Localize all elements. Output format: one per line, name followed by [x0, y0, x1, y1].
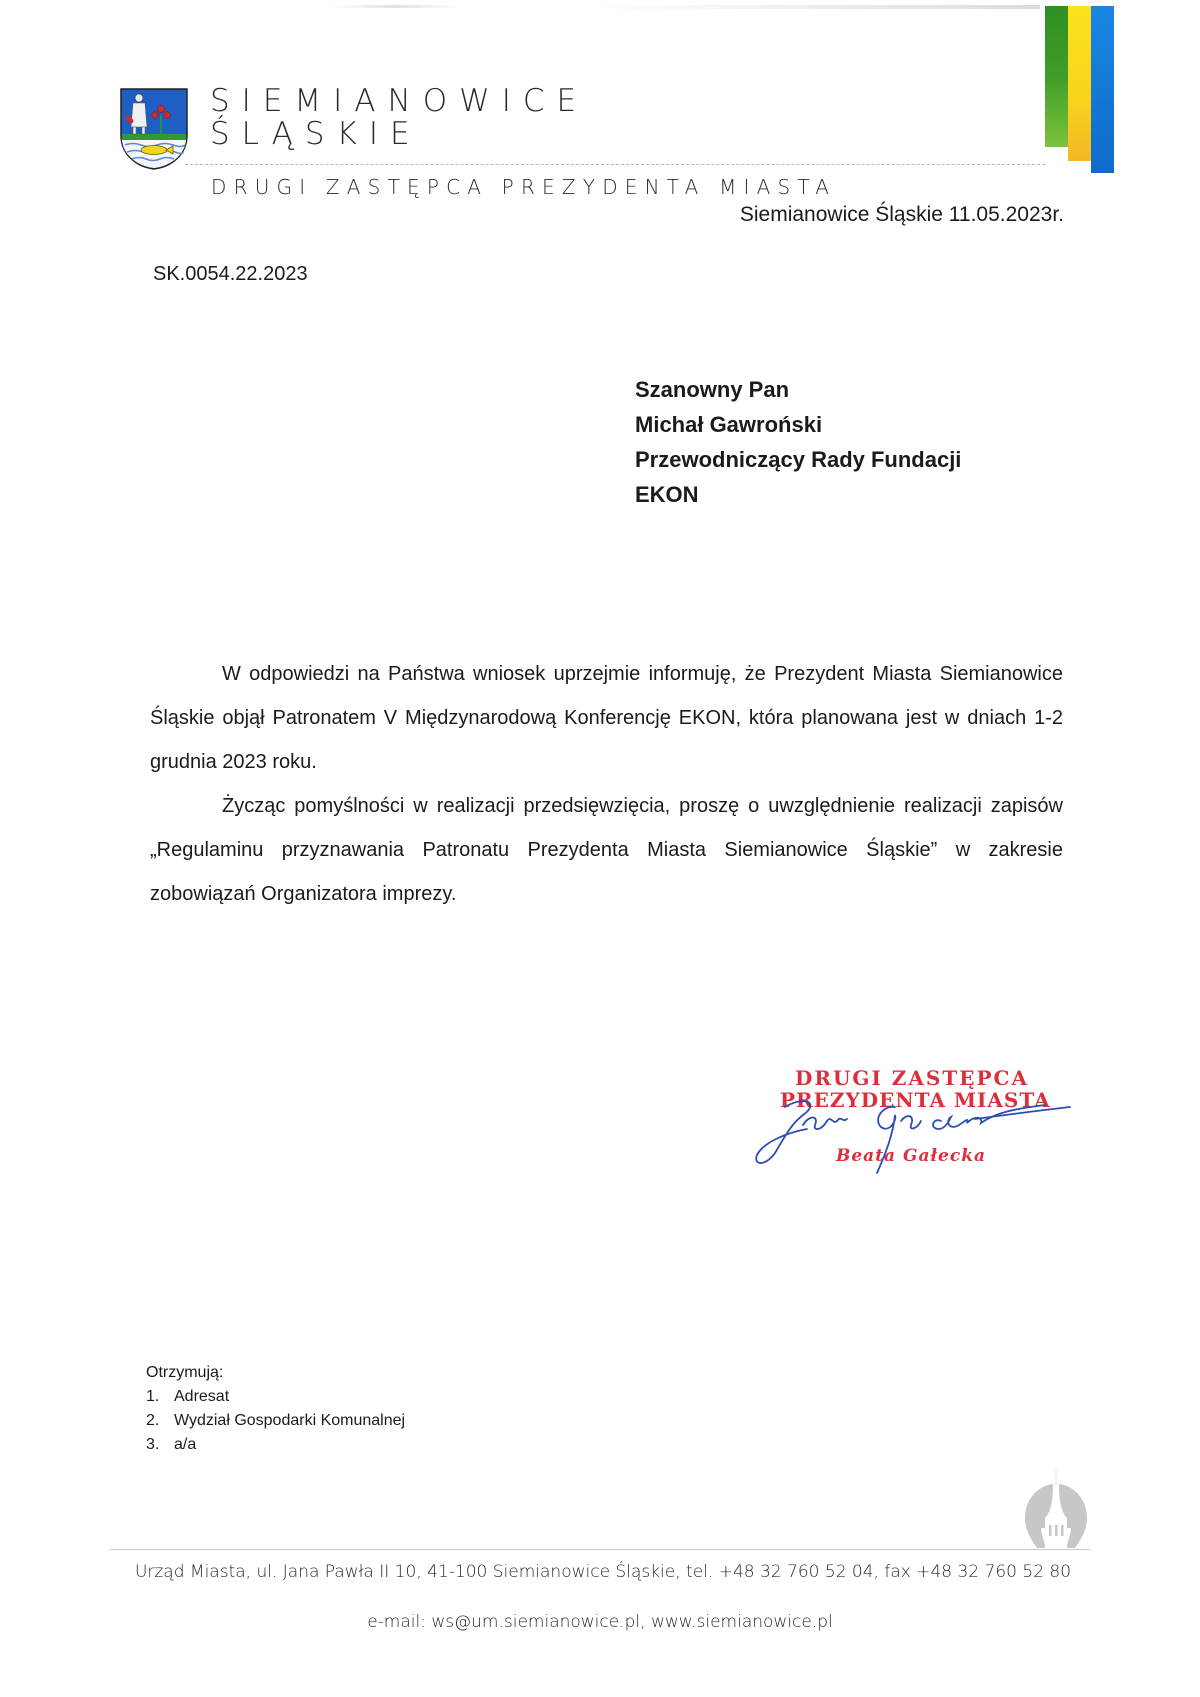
body-paragraph: Życząc pomyślności w realizacji przedsięwzięcia, proszę o uwzględnienie realizacji zapisów „Regulaminu przyznawania Patronatu Prezydenta Miasta Siemianowice Śląskie” w zakresie zobowiązań Organizatora imprezy. — [150, 795, 1063, 905]
stamp-line-2: PREZYDENTA MIASTA — [780, 1088, 1051, 1112]
brand-bar-yellow — [1068, 6, 1091, 161]
recipient-label: Wydział Gospodarki Komunalnej — [174, 1412, 406, 1429]
city-name-line2: ŚLĄSKIE — [210, 116, 422, 152]
city-name — [210, 85, 588, 151]
footer-contact: e-mail: ws@um.siemianowice.pl, www.siemianowice.pl — [367, 1612, 833, 1632]
recipient-number: 2. — [146, 1412, 160, 1429]
coat-of-arms-icon — [119, 87, 189, 170]
brand-bar-green — [1045, 6, 1068, 147]
footer-logo-icon — [1015, 1470, 1100, 1550]
recipient-item — [146, 1433, 405, 1457]
city-name-line1: SIEMIANOWICE — [210, 83, 589, 119]
recipients-list — [146, 1361, 405, 1457]
recipient-label: Adresat — [174, 1388, 230, 1405]
scan-shadow — [590, 5, 1040, 9]
stamp-signatory-name: Beata Gałecka — [836, 1146, 987, 1166]
addressee-name: Michał Gawroński — [635, 412, 823, 437]
recipient-number: 1. — [146, 1388, 160, 1405]
recipients-heading: Otrzymują: — [146, 1364, 224, 1381]
header-divider — [185, 164, 1045, 165]
footer-divider — [110, 1549, 1090, 1550]
recipient-item — [146, 1385, 405, 1409]
recipient-number: 3. — [146, 1436, 160, 1453]
stamp-line-1: DRUGI ZASTĘPCA — [795, 1066, 1029, 1090]
reference-number: SK.0054.22.2023 — [153, 263, 308, 285]
recipient-label: a/a — [174, 1436, 197, 1453]
letter-date: Siemianowice Śląskie 11.05.2023r. — [739, 203, 1064, 226]
scan-shadow — [330, 5, 460, 8]
letter-body — [150, 652, 1063, 916]
recipient-item — [146, 1409, 405, 1433]
addressee-organization: EKON — [635, 482, 699, 507]
handwritten-signature — [745, 1085, 1075, 1185]
addressee-block — [635, 372, 961, 512]
office-title: DRUGI ZASTĘPCA PREZYDENTA MIASTA — [211, 175, 837, 199]
addressee-position: Przewodniczący Rady Fundacji — [635, 447, 962, 472]
body-paragraph: W odpowiedzi na Państwa wniosek uprzejmie informuję, że Prezydent Miasta Siemianowice Śląskie objął Patronatem V Międzynarodową Konferencję EKON, która planowana jest w dniach 1-2 grudnia 2023 roku. — [150, 663, 1063, 773]
brand-bar-blue — [1091, 6, 1114, 173]
addressee-salutation: Szanowny Pan — [635, 377, 790, 402]
footer-address: Urząd Miasta, ul. Jana Pawła II 10, 41-100 Siemianowice Śląskie, tel. +48 32 760 52 04, fax +48 32 760 52 80 — [134, 1562, 1072, 1582]
